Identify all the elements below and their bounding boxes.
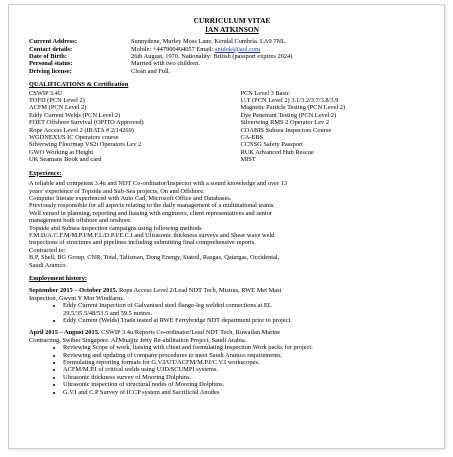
email-link[interactable]: snidoki@aol.com <box>215 45 261 53</box>
experience-line: Computer literate experienced with Auto Cad, Microsoft Office and Databases. <box>29 194 232 202</box>
qual-item: FOET Offshore Survival (OPITO Approved) <box>29 119 144 127</box>
qual-item: CCNSG Safety Passport <box>240 141 303 149</box>
list-item: • G.V.I and C.P Survey of ICCP system and Sacrificial Anodes <box>63 389 435 396</box>
licence-value: Clean and Full. <box>131 67 171 75</box>
list-item: • Formulating reporting formats for G.V.I/UT/ACFM/M.P.I/C.V.I workscopes. <box>63 359 435 366</box>
qual-item: ACFM (PCN Level 2) <box>29 104 87 112</box>
qual-item: Silverwing Floormap VS2i Operators Lev 2 <box>29 141 142 149</box>
qual-item: RUK Advanced Hub Rescue <box>240 148 314 156</box>
list-item: • Reviewing and updating of company procedures to meet Saudi Aramco requirements. <box>63 352 435 359</box>
experience-line: Well versed in planning, reporting and liaising with engineers, client representatives and senior <box>29 209 272 217</box>
qual-item: CA-EBS <box>240 134 264 142</box>
qual-item: Eddy Current Welds (PCN Level 2) <box>29 111 121 119</box>
info-row-status <box>29 60 435 67</box>
qual-item: COABIS Subsea Inspectors Course <box>240 126 332 134</box>
job-description-cont: Inspection, Gwynt Y Mor Windfarm. <box>29 294 124 302</box>
qual-item: Silverwing RMS 2 Operator Lev 2 <box>240 119 330 127</box>
qual-item: Dye Penetrant Testing (PCN Level 2) <box>240 111 337 119</box>
qual-item: WGDNEXUS IC Operators course <box>29 134 119 142</box>
list-item: 29.5/35.5/48/53.5 and 59.5 metres. <box>63 309 153 317</box>
list-item: • Eddy Current (Welds) Trade tested at RWE Ferrybridge NDT department prior to project. <box>63 317 435 324</box>
dob-value: 26th August, 1970. Nationality: British (passport expires 2024) <box>131 53 293 60</box>
qual-item: TOFD (PCN Level 2) <box>29 97 85 105</box>
experience-line: B.P, Shell, BG Group, CNR, Total, Talisman, Dong Energy, Statoil, Rasgas, Qatargas, Occidental, <box>29 254 280 262</box>
qual-item: U.T (PCN Level 2) 3.1/3.2/3.7/3.8/3.9 <box>240 97 339 105</box>
contact-value <box>131 46 435 53</box>
info-row-dob <box>29 53 435 60</box>
job-entry-header <box>29 329 435 344</box>
job-entry-header <box>29 287 435 302</box>
experience-line: A reliable and competent 3.4u and NDT Co-ordinator/Inspector with a sound knowledge and over 13 <box>29 180 288 188</box>
qualifications-right-column <box>240 90 435 164</box>
cv-page <box>8 4 445 449</box>
list-item: • Ultrasonic inspection of structural nodes of Mooring Dolphins. <box>63 381 435 388</box>
cv-title: CURRICULUM VITAE <box>193 16 271 25</box>
experience-line: inspections of structures and pipelines including submitting final comprehensive reports. <box>29 239 256 247</box>
list-item: • Reviewing Scope of work, liaising with client and formulating Inspection Work packs for project. <box>63 344 435 351</box>
licence-label: Driving license: <box>29 67 72 75</box>
qual-item: GWO Working at Height <box>29 148 94 156</box>
qual-item: MIST <box>240 156 256 164</box>
experience-line: management both offshore and onshore. <box>29 217 132 225</box>
qualifications-left-column <box>29 90 240 164</box>
job-dates: September 2015 – October 2015. <box>29 287 118 295</box>
contact-text: Mobile: +447900404057 Email: <box>131 45 214 53</box>
info-row-address <box>29 38 435 45</box>
qual-item: Magnetic Particle Testing (PCN Level 2) <box>240 104 346 112</box>
experience-line: Contracted to: <box>29 246 66 254</box>
list-item: • Ultrasonic thickness survey of Mooring Dolphins. <box>63 374 435 381</box>
experience-line: Previously responsible for all aspects relating to the daily management of a multinational teams. <box>29 202 275 210</box>
personal-info <box>29 38 435 75</box>
cv-title-block <box>29 17 435 34</box>
list-item: • ACFM/M.P.I of critical welds using U3D/SCUMPI systems. <box>63 366 435 373</box>
cv-name: IAN ATKINSON <box>205 24 259 34</box>
qual-item: PCN Level 3 Basic <box>240 89 290 97</box>
qual-item: UK Seamans Book and card <box>29 156 102 164</box>
job-dates: April 2015 – August 2015. <box>29 329 100 337</box>
job-description: Rope Access Level 2/Lead NDT Tech, Mistras, RWE Met Mast <box>117 287 282 295</box>
info-row-licence <box>29 68 435 75</box>
qual-item: Rope Access Level 2 (IRATA # 2/14269) <box>29 126 134 134</box>
job-description-cont: Contracting, Swiber Singapore. Al'Muajjiz Jetty Re-abilitation Project, Saudi Arabia. <box>29 336 247 344</box>
experience-line: Saudi Aramco. <box>29 261 67 269</box>
qualifications-heading: QUALIFICATIONS & Certification <box>29 81 129 89</box>
dob-label: Date of Birth: <box>29 53 67 60</box>
experience-line: F.M.D/A.C.F.M/M.P.I/M.F.L/D.P.I/E.C.I and Ultrasonic thickness surveys and Shear wave weld <box>29 231 275 239</box>
contact-label: Contact details: <box>29 45 73 53</box>
list-item: • Eddy Current Inspection of Galvanised steel flange-leg welded connections at EL <box>63 302 435 309</box>
address-value: Sunnydene, Murley Moss Lane, Kendal Cumbria. LA9 7NL. <box>131 38 287 46</box>
experience-text <box>29 180 435 269</box>
experience-line: years' experience of Topside and Sub-Sea projects, On and Offshore. <box>29 187 205 195</box>
status-label: Personal status: <box>29 60 73 68</box>
status-value: Married with two children. <box>131 60 200 68</box>
job-duties-list <box>29 344 435 396</box>
experience-line: Topside and Subsea inspection campaigns using following methods <box>29 224 202 232</box>
address-label: Current Address: <box>29 38 77 46</box>
qual-item: CSWIP 3.4U <box>29 89 63 97</box>
job-description: CSWIP 3.4u/Reports Co-ordinator/Lead NDT Tech, Ruwailan Marine <box>99 329 281 337</box>
job-duties-list <box>29 302 435 324</box>
employment-heading: Employment history: <box>29 274 88 282</box>
info-row-contact <box>29 46 435 53</box>
qualifications-list <box>29 90 435 164</box>
experience-heading: Experience: <box>29 169 62 177</box>
